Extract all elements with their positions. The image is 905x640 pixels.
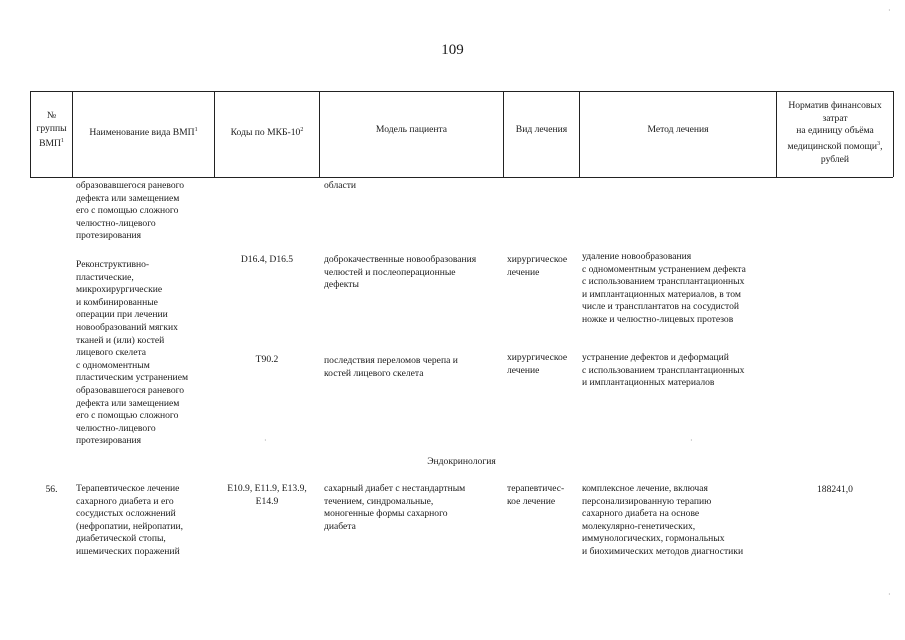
recon-patient-model-1: доброкачественные новообразования челюстей и послеоперационные дефекты bbox=[324, 254, 477, 291]
table-top-border bbox=[30, 91, 893, 92]
row56-financial-norm: 188241,0 bbox=[817, 484, 853, 495]
row56-group-number: 56. bbox=[45, 484, 58, 495]
header-treatment-type: Вид лечения bbox=[515, 124, 568, 135]
recon-vmp-name: Реконструктивно- пластические, микрохирургические и комбинированные операции при лечении новообразований мягких тканей и (или) костей лицевого скелета с одномоментным пластическим устранением образовавшегося раневого дефекта или замещением его с помощью сложного челюстно-лицевого протезирования bbox=[76, 259, 189, 447]
recon-icd-codes-1: D16.4, D16.5 bbox=[240, 254, 294, 265]
header-bottom-border bbox=[30, 177, 893, 178]
page-number: 109 bbox=[441, 42, 464, 58]
recon-treatment-type-1: хирургическое лечение bbox=[507, 254, 568, 278]
row56-patient-model: сахарный диабет с нестандартным течением, синдромальные, моногенные формы сахарного диабета bbox=[324, 483, 466, 532]
header-group-number: № группы ВМП$^1$ bbox=[36, 110, 67, 150]
header-vmp-name: Наименование вида ВМП$^1$ bbox=[89, 127, 198, 139]
scan-speck: · bbox=[264, 436, 267, 445]
recon-treatment-method-1: удаление новообразования с одномоментным устранением дефекта с использованием трансплантационных и имплантационных материалов, в том числе и трансплантатов на сосудистой ножке и челюстно-лицевых протезов bbox=[582, 251, 746, 325]
scan-speck: · bbox=[888, 590, 891, 599]
header-treatment-method: Метод лечения bbox=[647, 124, 709, 135]
recon-treatment-method-2: устранение дефектов и деформаций с использованием трансплантационных и имплантационных материалов bbox=[582, 352, 745, 389]
column-divider bbox=[893, 91, 894, 177]
row56-icd-codes: E10.9, E11.9, E13.9, E14.9 bbox=[227, 483, 307, 507]
recon-patient-model-2: последствия переломов черепа и костей лицевого скелета bbox=[324, 355, 458, 379]
row56-treatment-type: терапевтичес- кое лечение bbox=[507, 483, 565, 507]
recon-icd-codes-2: T90.2 bbox=[255, 354, 279, 365]
cont-patient-model: области bbox=[324, 180, 357, 191]
recon-treatment-type-2: хирургическое лечение bbox=[507, 352, 568, 376]
header-icd-codes: Коды по МКБ-$10^2$ bbox=[230, 127, 304, 139]
row56-vmp-name: Терапевтическое лечение сахарного диабета и его сосудистых осложнений (нефропатии, нейропатии, диабетической стопы, ишемических поражений bbox=[76, 483, 184, 557]
row56-treatment-method: комплексное лечение, включая персонализированную терапию сахарного диабета на основе молекулярно-генетических, иммунологических, гормональных и биохимических методов диагностики bbox=[582, 483, 744, 557]
scan-speck: · bbox=[888, 6, 891, 15]
section-title: Эндокринология bbox=[427, 456, 496, 467]
cont-vmp-name: образовавшегося раневого дефекта или замещением его с помощью сложного челюстно-лицевого протезирования bbox=[76, 180, 185, 242]
header-financial-norm: Норматив финансовых затрат на единицу объёма медицинской помощи$^3$, рублей bbox=[787, 100, 883, 165]
header-patient-model: Модель пациента bbox=[375, 124, 448, 135]
scan-speck: · bbox=[690, 436, 693, 445]
